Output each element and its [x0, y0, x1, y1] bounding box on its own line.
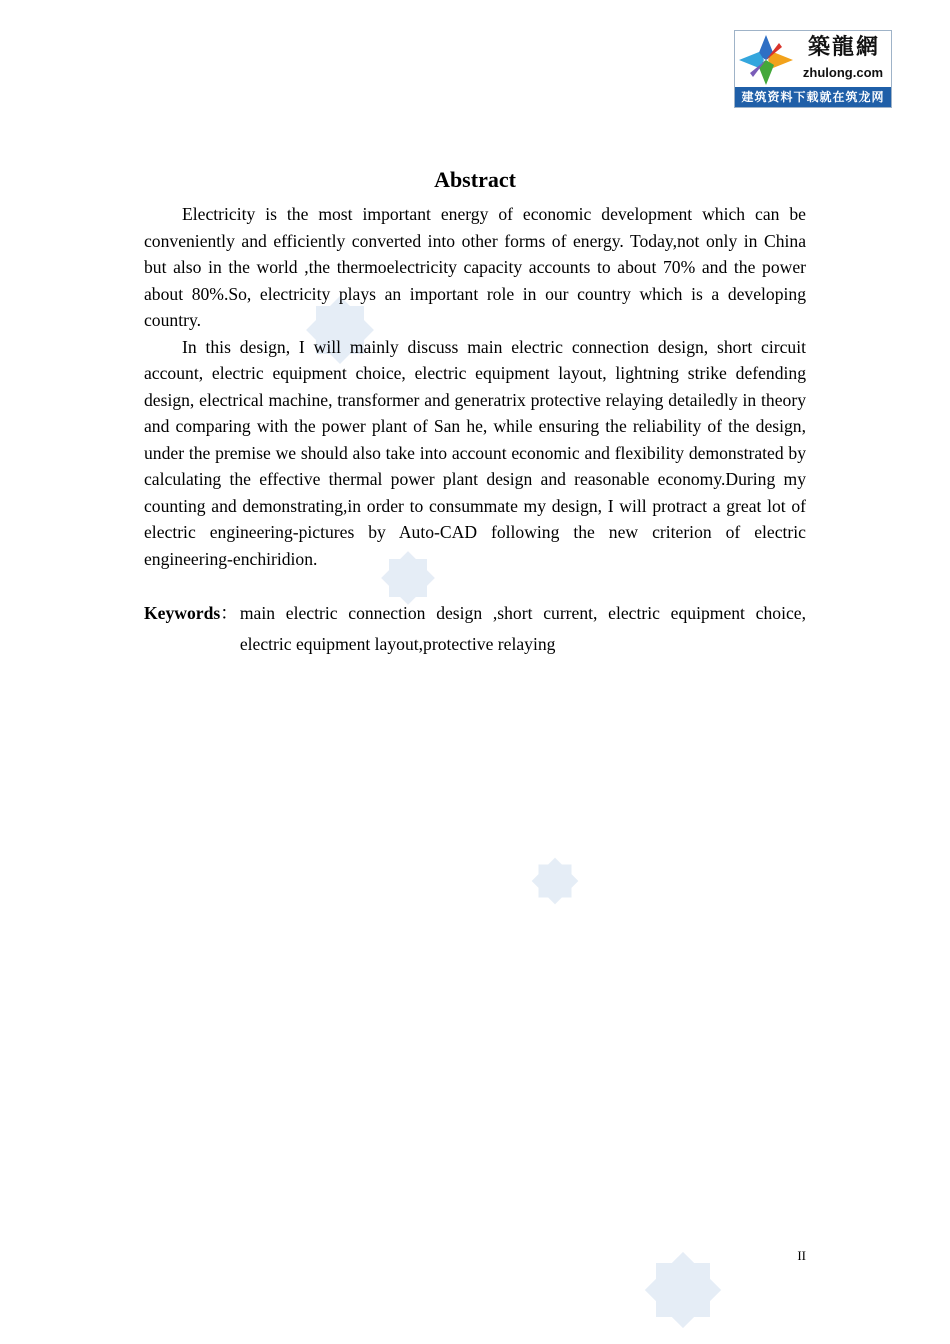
- zhulong-logo: [734, 30, 892, 108]
- watermark-snowflake-icon: [626, 1236, 740, 1344]
- pinwheel-logo-icon: [737, 33, 795, 87]
- logo-chinese-name: 築龍網: [807, 35, 880, 60]
- watermark-snowflake-icon: [522, 848, 588, 914]
- page-title: Abstract: [434, 167, 516, 192]
- page-number: II: [797, 1248, 806, 1263]
- paragraph: In this design, I will mainly discuss main electric connection design, short circuit account, electric equipment choice, electric equipment layout, lightning strike defending design, electrical machine, transformer and generatrix protective relaying detailedly in theory and comparing with the power plant of San he, while ensuring the reliability of the design, under the premise we should also take into account economic and flexibility demonstrated by calculating the effective thermal power plant design and reasonable economy.During my counting and demonstrating,in order to consummate my design, I will protract a great lot of electric engineering-pictures by Auto-CAD following the new criterion of electric engineering-enchiridion.: [144, 336, 806, 569]
- keywords-text: main electric connection design ,short current, electric equipment choice, electric equipment layout,protective relaying: [239, 603, 806, 654]
- keywords-label: Keywords: [144, 603, 221, 623]
- keywords-separator: ：: [220, 603, 238, 623]
- paragraph: Electricity is the most important energy of economic development which can be conveniently and efficiently converted into other forms of energy. Today,not only in China but also in the world ,the thermoelectricity capacity accounts to about 70% and the power about 80%.So, electricity plays an important role in our country which is a developing country.: [144, 204, 806, 330]
- logo-domain: zhulong.com: [802, 65, 884, 80]
- logo-slogan: 建筑资料下载就在筑龙网: [735, 87, 891, 107]
- abstract-body: [144, 201, 806, 572]
- keywords: [144, 598, 806, 660]
